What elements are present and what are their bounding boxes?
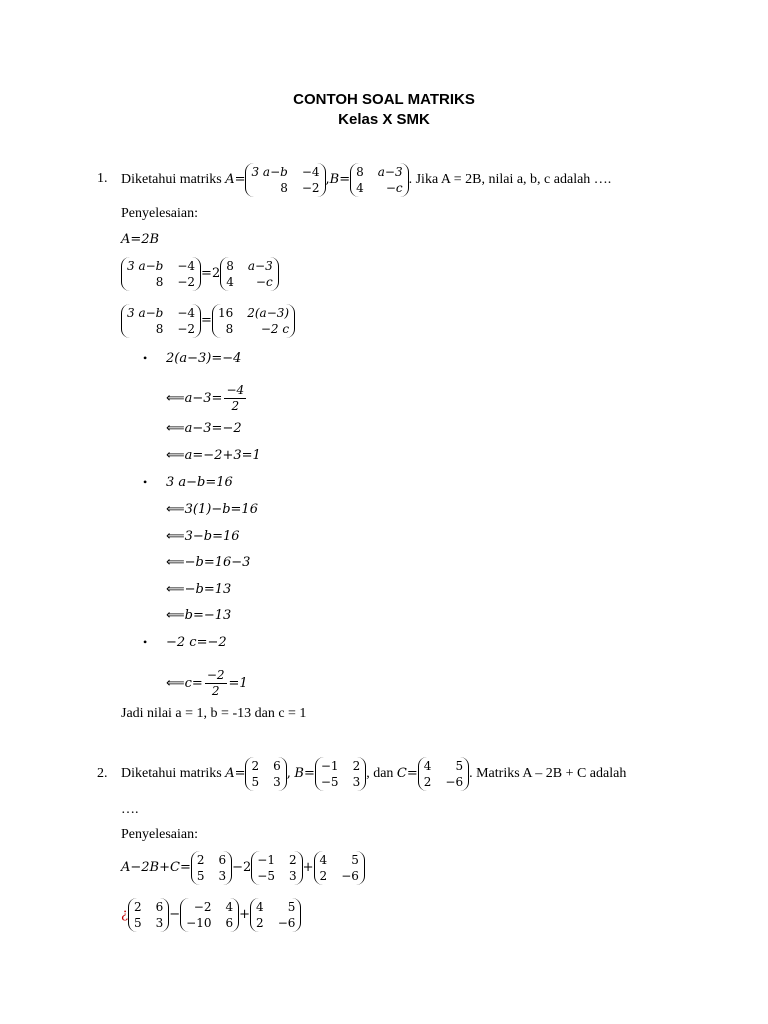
document-title: CONTOH SOAL MATRIKS (293, 91, 475, 108)
fraction-denominator: 2 (231, 399, 240, 413)
q1-b-step2-text: 3−b=16 (184, 529, 240, 544)
q1-a-step1-pre: a−3= (184, 391, 223, 406)
q2-step1-matrix-2 (251, 851, 302, 885)
q1-a-step3-text: a=−2+3=1 (184, 448, 261, 463)
matrix-cell: 3 a−b (127, 306, 164, 320)
q1-b-step1 (166, 500, 258, 520)
matrix-body (180, 898, 239, 932)
matrix-cell: −5 (257, 869, 275, 883)
q1-b-step4 (166, 580, 231, 600)
q1-step2-lhs-matrix (121, 304, 201, 338)
matrix-cell: a−3 (377, 165, 403, 179)
q1-conclusion: Jadi nilai a = 1, b = -13 dan c = 1 (121, 706, 307, 721)
matrix-body (191, 851, 232, 885)
q1-c-step1-post: =1 (228, 676, 248, 691)
q2-step2-matrix-3 (250, 898, 301, 932)
q2-step1-matrix-1 (191, 851, 232, 885)
matrix-cell: 2 (133, 900, 142, 914)
matrix-body (315, 757, 366, 791)
q2-step2-op-2: + (239, 907, 251, 923)
matrix-cell: 8 (356, 165, 364, 179)
matrix-cell: −4 (177, 259, 196, 273)
q1-separator: , (325, 172, 330, 188)
matrix-cell: 2(a−3) (247, 306, 290, 320)
matrix-cell: 2 (289, 853, 297, 867)
matrix-cell: 6 (218, 853, 227, 867)
q1-b-step5-text: b=−13 (184, 608, 232, 623)
q2-step1-op-1: −2 (232, 860, 252, 876)
matrix-cell: −1 (320, 759, 339, 773)
matrix-cell: −2 c (260, 322, 290, 336)
q1-step1-lhs-matrix (121, 257, 201, 291)
matrix-cell: −c (255, 275, 273, 289)
q2-step2 (121, 898, 301, 932)
q1-number: 1. (97, 171, 108, 186)
matrix-cell: 16 (217, 306, 234, 320)
matrix-cell: 4 (256, 900, 264, 914)
q1-c-step1-pre: c= (184, 676, 203, 691)
matrix-cell: −6 (277, 916, 296, 930)
matrix-cell: −2 (177, 322, 196, 336)
matrix-cell: −6 (341, 869, 359, 883)
q1-a-label: A= (225, 172, 246, 188)
matrix-cell: 5 (133, 916, 142, 930)
matrix-cell: 5 (251, 775, 260, 789)
q1-step1-rhs-matrix (220, 257, 278, 291)
matrix-cell: −1 (257, 853, 275, 867)
implies-arrow-icon: ⟸ (166, 421, 183, 436)
implies-arrow-icon: ⟸ (166, 676, 183, 691)
matrix-cell: 4 (356, 181, 364, 195)
matrix-body (128, 898, 169, 932)
q1-c-step1-fraction (205, 668, 227, 699)
q1-step1 (121, 257, 279, 291)
q2-separator-2: , dan (366, 766, 394, 782)
matrix-cell: 4 (423, 759, 432, 773)
q1-penyelesaian-label: Penyelesaian: (121, 206, 198, 221)
implies-arrow-icon: ⟸ (166, 448, 183, 463)
q1-b-step3 (166, 553, 250, 573)
q2-step1-matrix-3 (314, 851, 365, 885)
document-subtitle: Kelas X SMK (338, 111, 430, 128)
matrix-cell: 2 (423, 775, 432, 789)
q2-matrix-a (245, 757, 286, 791)
matrix-cell: 3 (289, 869, 297, 883)
implies-arrow-icon: ⟸ (166, 582, 183, 597)
matrix-cell: −4 (301, 165, 320, 179)
q1-bullet-c: • (143, 635, 148, 649)
q2-matrix-b (315, 757, 366, 791)
implies-arrow-icon: ⟸ (166, 608, 183, 623)
matrix-cell: 2 (319, 869, 328, 883)
q1-b-head: 3 a−b=16 (166, 475, 233, 490)
q2-text-after: . Matriks A – 2B + C adalah (469, 766, 627, 782)
matrix-cell: −6 (445, 775, 464, 789)
matrix-cell: −2 (193, 900, 212, 914)
q1-text-after: . Jika A = 2B, nilai a, b, c adalah …. (408, 172, 612, 188)
matrix-body (121, 304, 201, 338)
q1-bullet-a: • (143, 351, 148, 365)
fraction-numerator: −2 (206, 668, 225, 682)
matrix-cell: 3 a−b (127, 259, 164, 273)
q1-a-head: 2(a−3)=−4 (166, 351, 242, 366)
q2-dots: …. (121, 802, 139, 817)
matrix-body (245, 163, 325, 197)
matrix-cell: 3 (352, 775, 361, 789)
q1-statement (121, 163, 611, 197)
implies-arrow-icon: ⟸ (166, 555, 183, 570)
q2-text-before: Diketahui matriks (121, 766, 222, 782)
fraction-numerator: −4 (226, 383, 245, 397)
q2-step2-op-1: − (169, 907, 181, 923)
implies-arrow-icon: ⟸ (166, 502, 183, 517)
matrix-cell: 6 (273, 759, 281, 773)
q1-step2 (121, 304, 295, 338)
q1-c-head: −2 c=−2 (166, 635, 227, 650)
matrix-cell: 2 (251, 759, 260, 773)
q2-step2-matrix-2 (180, 898, 239, 932)
matrix-cell: −2 (301, 181, 320, 195)
q1-step2-rhs-matrix (212, 304, 295, 338)
matrix-cell: 8 (226, 259, 234, 273)
matrix-cell: −10 (186, 916, 212, 930)
matrix-body (212, 304, 295, 338)
matrix-cell: −5 (320, 775, 339, 789)
q2-b-label: B= (294, 766, 315, 782)
matrix-cell: −2 (177, 275, 196, 289)
matrix-cell: 4 (226, 275, 234, 289)
matrix-cell: 5 (196, 869, 205, 883)
matrix-cell: 6 (155, 900, 164, 914)
matrix-cell: 6 (225, 916, 234, 930)
matrix-body (220, 257, 278, 291)
q1-bullet-b: • (143, 475, 148, 489)
q1-b-step5 (166, 606, 231, 626)
matrix-body (251, 851, 302, 885)
matrix-cell: −c (385, 181, 403, 195)
matrix-cell: 2 (256, 916, 264, 930)
matrix-cell: 2 (196, 853, 205, 867)
q2-penyelesaian-label: Penyelesaian: (121, 827, 198, 842)
q1-step1-eq: =2 (201, 266, 221, 282)
q1-step2-eq: = (201, 313, 212, 329)
implies-arrow-icon: ⟸ (166, 391, 183, 406)
q2-separator-1: , (286, 766, 291, 782)
q1-b-step4-text: −b=13 (184, 582, 232, 597)
q2-step1-pre: A−2B+C= (121, 860, 191, 876)
matrix-cell: 8 (155, 322, 164, 336)
matrix-cell: 2 (352, 759, 361, 773)
matrix-cell: a−3 (247, 259, 273, 273)
implies-arrow-icon: ⟸ (166, 529, 183, 544)
q2-c-label: C= (396, 766, 418, 782)
q1-a-step2 (166, 419, 242, 439)
matrix-body (250, 898, 301, 932)
q1-b-step3-text: −b=16−3 (184, 555, 251, 570)
matrix-cell: 5 (287, 900, 296, 914)
matrix-body (121, 257, 201, 291)
matrix-cell: 3 (273, 775, 281, 789)
q2-step2-pre: ¿ (121, 907, 128, 923)
matrix-cell: 3 a−b (251, 165, 288, 179)
matrix-body (418, 757, 469, 791)
q1-text-before: Diketahui matriks (121, 172, 222, 188)
matrix-body (350, 163, 408, 197)
q2-step1-op-2: + (302, 860, 314, 876)
q2-step1 (121, 851, 365, 885)
q2-step2-matrix-1 (128, 898, 169, 932)
matrix-cell: 8 (280, 181, 288, 195)
q1-a-step2-text: a−3=−2 (184, 421, 242, 436)
q2-matrix-c (418, 757, 469, 791)
q1-matrix-a (245, 163, 325, 197)
fraction-denominator: 2 (211, 684, 220, 698)
q2-a-label: A= (225, 766, 246, 782)
matrix-cell: 8 (155, 275, 164, 289)
matrix-cell: 5 (455, 759, 464, 773)
matrix-body (245, 757, 286, 791)
matrix-cell: 3 (218, 869, 227, 883)
q1-a-step3 (166, 446, 261, 466)
q1-a-step1-fraction (224, 383, 246, 414)
matrix-cell: −4 (177, 306, 196, 320)
matrix-cell: 3 (155, 916, 164, 930)
q2-statement (121, 757, 626, 791)
q1-c-step1 (166, 668, 248, 699)
q1-matrix-b (350, 163, 408, 197)
q1-b-step2 (166, 527, 240, 547)
q1-equation: A=2B (121, 232, 160, 247)
matrix-body (314, 851, 365, 885)
q2-number: 2. (97, 766, 108, 781)
q1-a-step1 (166, 383, 248, 414)
q1-b-step1-text: 3(1)−b=16 (184, 502, 258, 517)
matrix-cell: 5 (351, 853, 359, 867)
matrix-cell: 4 (319, 853, 328, 867)
matrix-cell: 8 (225, 322, 234, 336)
matrix-cell: 4 (225, 900, 234, 914)
q1-b-label: B= (329, 172, 351, 188)
